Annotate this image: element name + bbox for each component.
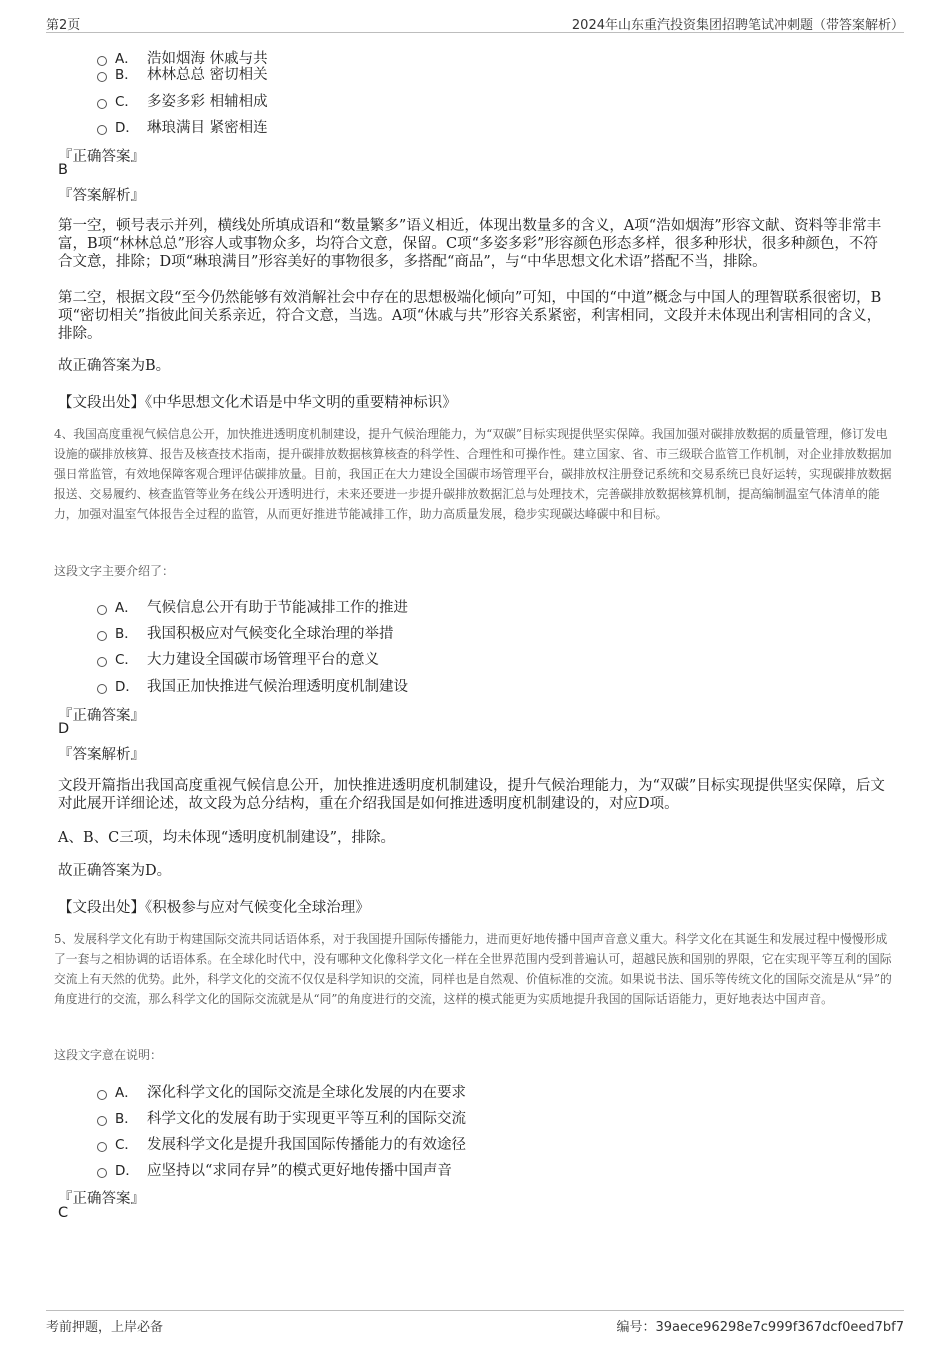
radio-icon[interactable]: [97, 684, 107, 694]
option-key: B．: [115, 1111, 138, 1127]
option-key: D．: [115, 1163, 139, 1179]
footer-slogan: 考前押题，上岸必备: [46, 1320, 164, 1335]
q5-question-text: 5、发展科学文化有助于构建国际交流共同话语体系，对于我国提升国际传播能力，进而更好地传播中国声音意义重大。科学文化在其诞生和发展过程中慢慢形成了一套与之相协调的话语体系。在全球化时代中，没有哪种文化像科学文化一样在全世界范围内受到普遍认可，超越民族和国别的界限，它在实现平等互利的国际交流上有天然的优势。此外，科学文化的交流不仅仅是科学知识的交流，同样也是自然观、价值标准的交流。如果说书法、国乐等传统文化的国际交流是从“异”的角度进行的交流，那么科学文化的国际交流就是从“同”的角度进行的交流，这样的模式能更为实质地提升我国的国际话语能力，更好地表达中国声音。: [54, 932, 892, 1006]
option-key: B．: [115, 626, 138, 642]
q5-option-d[interactable]: [97, 1159, 452, 1181]
option-key: B．: [115, 67, 138, 83]
q3-analysis-paragraph-2: 第二空，根据文段“至今仍然能够有效消解社会中存在的思想极端化倾向”可知，中国的“中道”概念与中国人的理智联系很密切，B项“密切相关”指彼此间关系亲近，符合文意，当选。A项“休戚与共”形容关系紧密，利害相同，文段并未体现出利害相同的含义，排除。: [58, 290, 882, 342]
radio-icon[interactable]: [97, 1168, 107, 1178]
q4-analysis-paragraph-2: A、B、C三项，均未体现“透明度机制建设”，排除。: [58, 830, 396, 846]
document-code: 编号：39aece96298e7c999f367dcf0eed7bf7: [616, 1320, 904, 1335]
radio-icon[interactable]: [97, 125, 107, 135]
page-header: [46, 10, 904, 33]
q3-analysis-paragraph-3: 故正确答案为B。: [58, 358, 171, 374]
radio-icon[interactable]: [97, 1142, 107, 1152]
radio-icon[interactable]: [97, 605, 107, 615]
option-text: 我国正加快推进气候治理透明度机制建设: [147, 679, 408, 695]
radio-icon[interactable]: [97, 72, 107, 82]
q4-analysis-label: 『答案解析』: [58, 747, 145, 763]
document-title: 2024年山东重汽投资集团招聘笔试冲刺题（带答案解析）: [571, 18, 904, 33]
q4-option-b[interactable]: [97, 622, 394, 644]
q4-option-a[interactable]: [97, 596, 408, 618]
option-text: 多姿多彩 相辅相成: [147, 94, 268, 110]
q4-option-c[interactable]: [97, 648, 379, 670]
page-number: 第2页: [46, 18, 81, 33]
option-text: 大力建设全国碳市场管理平台的意义: [147, 652, 379, 668]
page-footer: [46, 1310, 904, 1333]
q5-option-a[interactable]: [97, 1081, 466, 1103]
q4-analysis-paragraph-1: 文段开篇指出我国高度重视气候信息公开，加快推进透明度机制建设，提升气候治理能力，为“双碳”目标实现提供坚实保障，后文对此展开详细论述，故文段为总分结构，重在介绍我国是如何推进透明度机制建设的，对应D项。: [58, 778, 885, 812]
q3-answer-label: 『正确答案』: [58, 149, 145, 165]
option-text: 应坚持以“求同存异”的模式更好地传播中国声音: [147, 1163, 452, 1179]
option-key: A．: [115, 51, 138, 67]
q4-answer-label: 『正确答案』: [58, 708, 145, 724]
q4-prompt: 这段文字主要介绍了：: [54, 564, 175, 578]
q4-answer: D: [58, 721, 70, 737]
option-key: C．: [115, 652, 138, 668]
option-key: C．: [115, 94, 138, 110]
radio-icon[interactable]: [97, 1090, 107, 1100]
radio-icon[interactable]: [97, 99, 107, 109]
option-key: C．: [115, 1137, 138, 1153]
q3-option-b[interactable]: [97, 63, 268, 85]
q3-answer: B: [58, 162, 68, 178]
option-text: 深化科学文化的国际交流是全球化发展的内在要求: [147, 1085, 466, 1101]
q4-source: 【文段出处】《积极参与应对气候变化全球治理》: [58, 900, 370, 916]
radio-icon[interactable]: [97, 1116, 107, 1126]
q5-option-c[interactable]: [97, 1133, 466, 1155]
q5-prompt: 这段文字意在说明：: [54, 1048, 163, 1062]
option-text: 科学文化的发展有助于实现更平等互利的国际交流: [147, 1111, 466, 1127]
option-key: D．: [115, 679, 139, 695]
radio-icon[interactable]: [97, 631, 107, 641]
q5-option-b[interactable]: [97, 1107, 466, 1129]
q3-analysis-label: 『答案解析』: [58, 188, 145, 204]
q5-answer: C: [58, 1205, 69, 1221]
option-text: 发展科学文化是提升我国国际传播能力的有效途径: [147, 1137, 466, 1153]
q3-analysis-paragraph-1: 第一空，顿号表示并列，横线处所填成语和“数量繁多”语义相近，体现出数量多的含义，A项“浩如烟海”形容文献、资料等非常丰富，B项“林林总总”形容人或事物众多，均符合文意，保留。C项“多姿多彩”形容颜色形态多样，很多种形状，很多种颜色，不符合文意，排除；D项“琳琅满目”形容美好的事物很多，多搭配“商品”，与“中华思想文化术语”搭配不当，排除。: [58, 218, 882, 270]
option-key: A．: [115, 1085, 138, 1101]
option-key: D．: [115, 120, 139, 136]
option-text: 林林总总 密切相关: [147, 67, 268, 83]
q3-source: 【文段出处】《中华思想文化术语是中华文明的重要精神标识》: [58, 395, 457, 411]
q4-question-text: 4、我国高度重视气候信息公开，加快推进透明度机制建设，提升气候治理能力，为“双碳”目标实现提供坚实保障。我国加强对碳排放数据的质量管理，修订发电设施的碳排放核算、报告及核查技术指南，提升碳排放数据核算核查的科学性、合理性和可操作性。建立国家、省、市三级联合监管工作机制，对企业排放数据加强日常监管，有效地保障客观合理评估碳排放量。目前，我国正在大力建设全国碳市场管理平台，碳排放权注册登记系统和交易系统已良好运转，实现碳排放数据报送、交易履约、核查监管等业务在线公开透明进行，未来还要进一步提升碳排放数据汇总与处理技术，完善碳排放数据核算机制，提高编制温室气体清单的能力，加强对温室气体报告全过程的监管，从而更好推进节能减排工作，助力高质量发展，稳步实现碳达峰碳中和目标。: [54, 427, 892, 521]
radio-icon[interactable]: [97, 657, 107, 667]
q5-answer-label: 『正确答案』: [58, 1191, 145, 1207]
option-text: 我国积极应对气候变化全球治理的举措: [147, 626, 394, 642]
q3-option-c[interactable]: [97, 90, 268, 112]
q3-option-d[interactable]: [97, 116, 268, 138]
q4-analysis-paragraph-3: 故正确答案为D。: [58, 863, 172, 879]
option-key: A．: [115, 600, 138, 616]
option-text: 琳琅满目 紧密相连: [147, 120, 268, 136]
option-text: 浩如烟海 休戚与共: [147, 51, 268, 67]
option-text: 气候信息公开有助于节能减排工作的推进: [147, 600, 408, 616]
q4-option-d[interactable]: [97, 675, 408, 697]
